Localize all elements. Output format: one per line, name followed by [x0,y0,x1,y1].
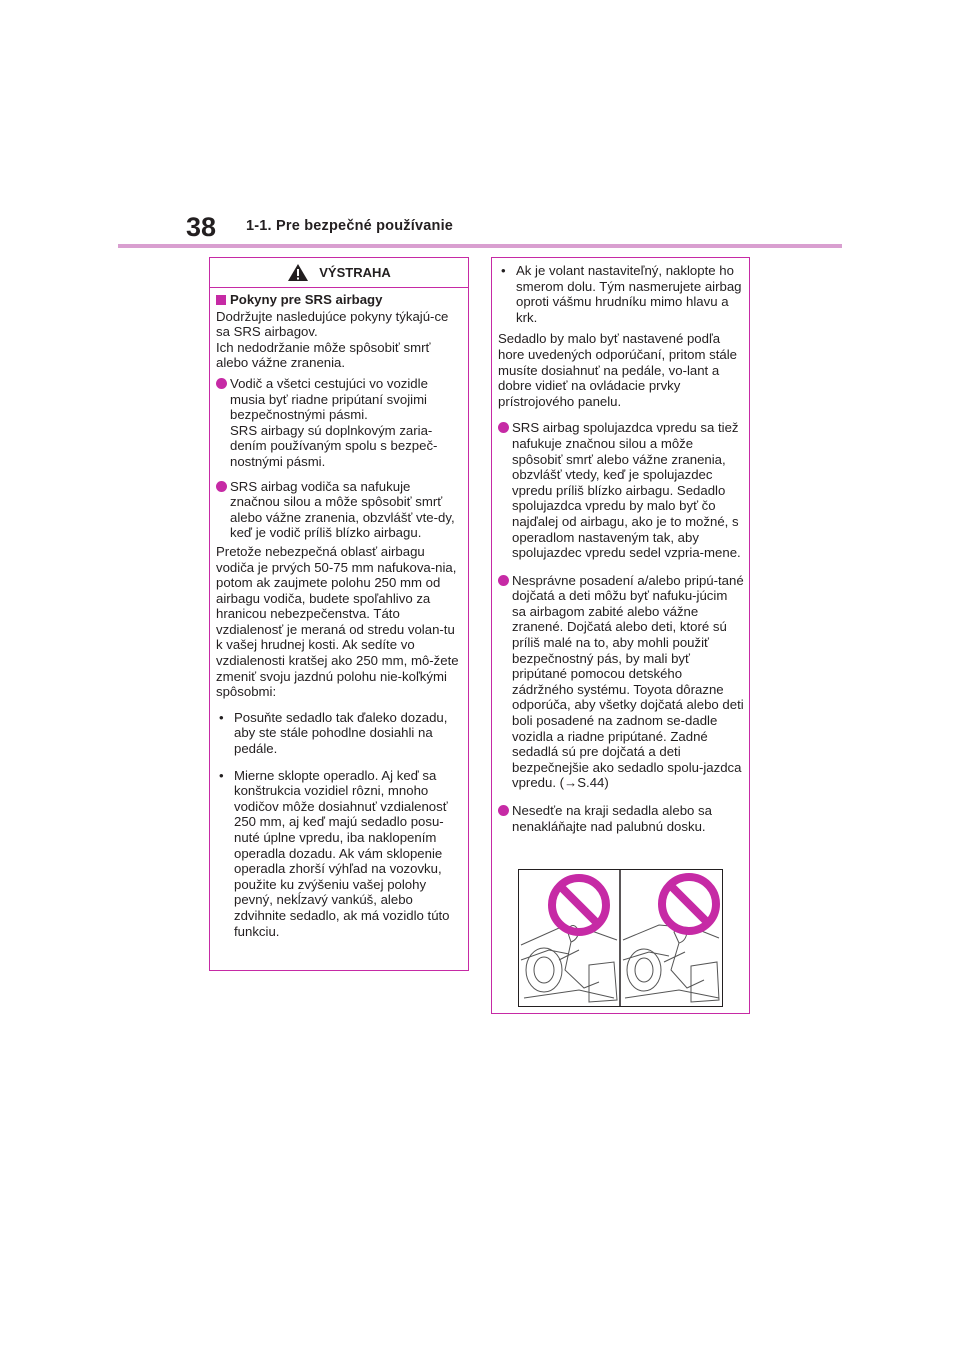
warning-box [209,257,469,971]
intro-text-2: Ich nedodržanie môže spôsobiť smrť alebo vážne zranenia. [216,339,431,371]
list-item [216,710,463,757]
bullet-mark: • [501,263,506,278]
list-item [498,263,744,325]
section-title: 1-1. Pre bezpečné používanie [246,218,454,234]
bullet-dot-icon [498,422,509,433]
list-item [498,573,744,791]
list-item [216,376,463,470]
header-rule [118,244,842,248]
list-item [216,479,463,541]
square-bullet-icon [216,295,226,305]
seated-too-close-illustration [519,870,722,1006]
prohibition-sign-icon [552,878,606,932]
list-item [498,420,744,560]
list-item [216,768,463,940]
bullet-dot-icon [216,378,227,389]
warning-triangle-icon [287,263,309,282]
subheading-text: Pokyny pre SRS airbagy [230,292,383,307]
prohibition-sign-icon [662,877,716,931]
bullet-text: Posuňte sedadlo tak ďaleko dozadu, aby ste stále pohodlne dosiahli na pedále. [234,709,448,757]
paragraph: Pretože nebezpečná oblasť airbagu vodiča je prvých 50-75 mm nafukova-nia, potom ak zaujmete polohu 250 mm od airbagu vodiča, budete spoľahlivo za hranicou nebezpečenstva. Táto vzdialenosť je meraná od stredu volan-tu k vašej hrudnej kosti. Ak sedíte vo vzdialenosti kratšej ako 250 mm, mô-žete zmeniť svoju jazdnú polohu nie-koľkými spôsobmi: [216,543,459,700]
bullet-text: Nesedťe na kraji sedadla alebo sa nenakláňajte nad palubnú dosku. [512,803,712,834]
bullet-text: SRS airbag spolujazdca vpredu sa tiež nafukuje značnou silou a môže spôsobiť smrť alebo vážne zranenia, obzvlášť vtedy, keď je spolujazdec vpredu príliš blízko airbagu. Sedadlo spolujazdca vpredu by malo byť čo najďalej od airbagu, ako je to možné, s operadlom nastaveným tak, aby spolujazdec vpredu sedel vzpria-mene. [512,420,741,561]
warning-header [210,258,468,288]
bullet-text: SRS airbag vodiča sa nafukuje značnou silou a môže spôsobiť smrť alebo vážne zranenia, obzvlášť vte-dy, keď je vodič príliš blízko airbagu. [230,478,455,541]
bullet-dot-icon [498,575,509,586]
intro-text: Dodržujte nasledujúce pokyny týkajú-ce sa SRS airbagov. [216,308,449,340]
bullet-dot-icon [216,481,227,492]
subheading [216,292,463,308]
paragraph: Sedadlo by malo byť nastavené podľa hore uvedených odporúčaní, pritom stále musíte dosiahnuť na pedále, vo-lant a dobre vidieť na ovládacie prvky prístrojového panelu. [498,331,737,409]
passenger-scene [623,925,719,1002]
bullet-mark: • [219,709,224,725]
bullet-dot-icon [498,805,509,816]
warning-content [492,258,749,834]
warning-box-continued [491,257,750,1014]
list-item [498,803,744,834]
page-number: 38 [186,212,217,242]
illustration [518,869,723,1007]
bullet-text: Ak je volant nastaviteľný, naklopte ho smerom dolu. Tým nasmerujete airbag oproti vášmu hrudníku mimo hlavu a krk. [516,263,742,325]
bullet-mark: • [219,767,224,783]
warning-content [210,288,468,939]
bullet-text: Vodič a všetci cestujúci vo vozidle musia byť riadne pripútaní svojimi bezpečnostnými pásmi. [230,375,428,423]
bullet-text: SRS airbagy sú doplnkovým zaria-dením používaným spolu s bezpeč-nostnými pásmi. [230,422,438,469]
warning-title: VÝSTRAHA [319,265,391,280]
bullet-text: Nesprávne posadení a/alebo pripú-tané dojčatá a deti môžu byť nafuku-júcim sa airbagom zabité alebo vážne zranené. Dojčatá alebo deti, ktoré sú príliš malé na to, aby mohli použiť bezpečnostný pás, by mali byť pripútané pomocou detského zádržného systému. Toyota dôrazne odporúča, aby všetky dojčatá alebo deti boli posadené na zadnom se-dadle vozidla a riadne pripútané. Zadné sedadlá sú pre dojčatá a deti bezpečnejšie ako sedadlo spolu-jazdca vpredu. (→S.44) [512,572,744,791]
bullet-text: Mierne sklopte operadlo. Aj keď sa konštrukcia vozidiel rôzni, mnoho vodičov môže dosiahnuť vzdialenosť 250 mm, aj keď majú sedadlo posu-nuté úplne vpredu, iba naklopením operadla dozadu. Ak vám sklopenie operadla zhorší výhľad na vozovku, použite ku zvýšeniu vašej polohy pevný, nekĺzavý vankúš, alebo zdvihnite sedadlo, ak má vozidlo túto funkciu. [234,767,450,939]
driver-scene [521,925,617,1002]
